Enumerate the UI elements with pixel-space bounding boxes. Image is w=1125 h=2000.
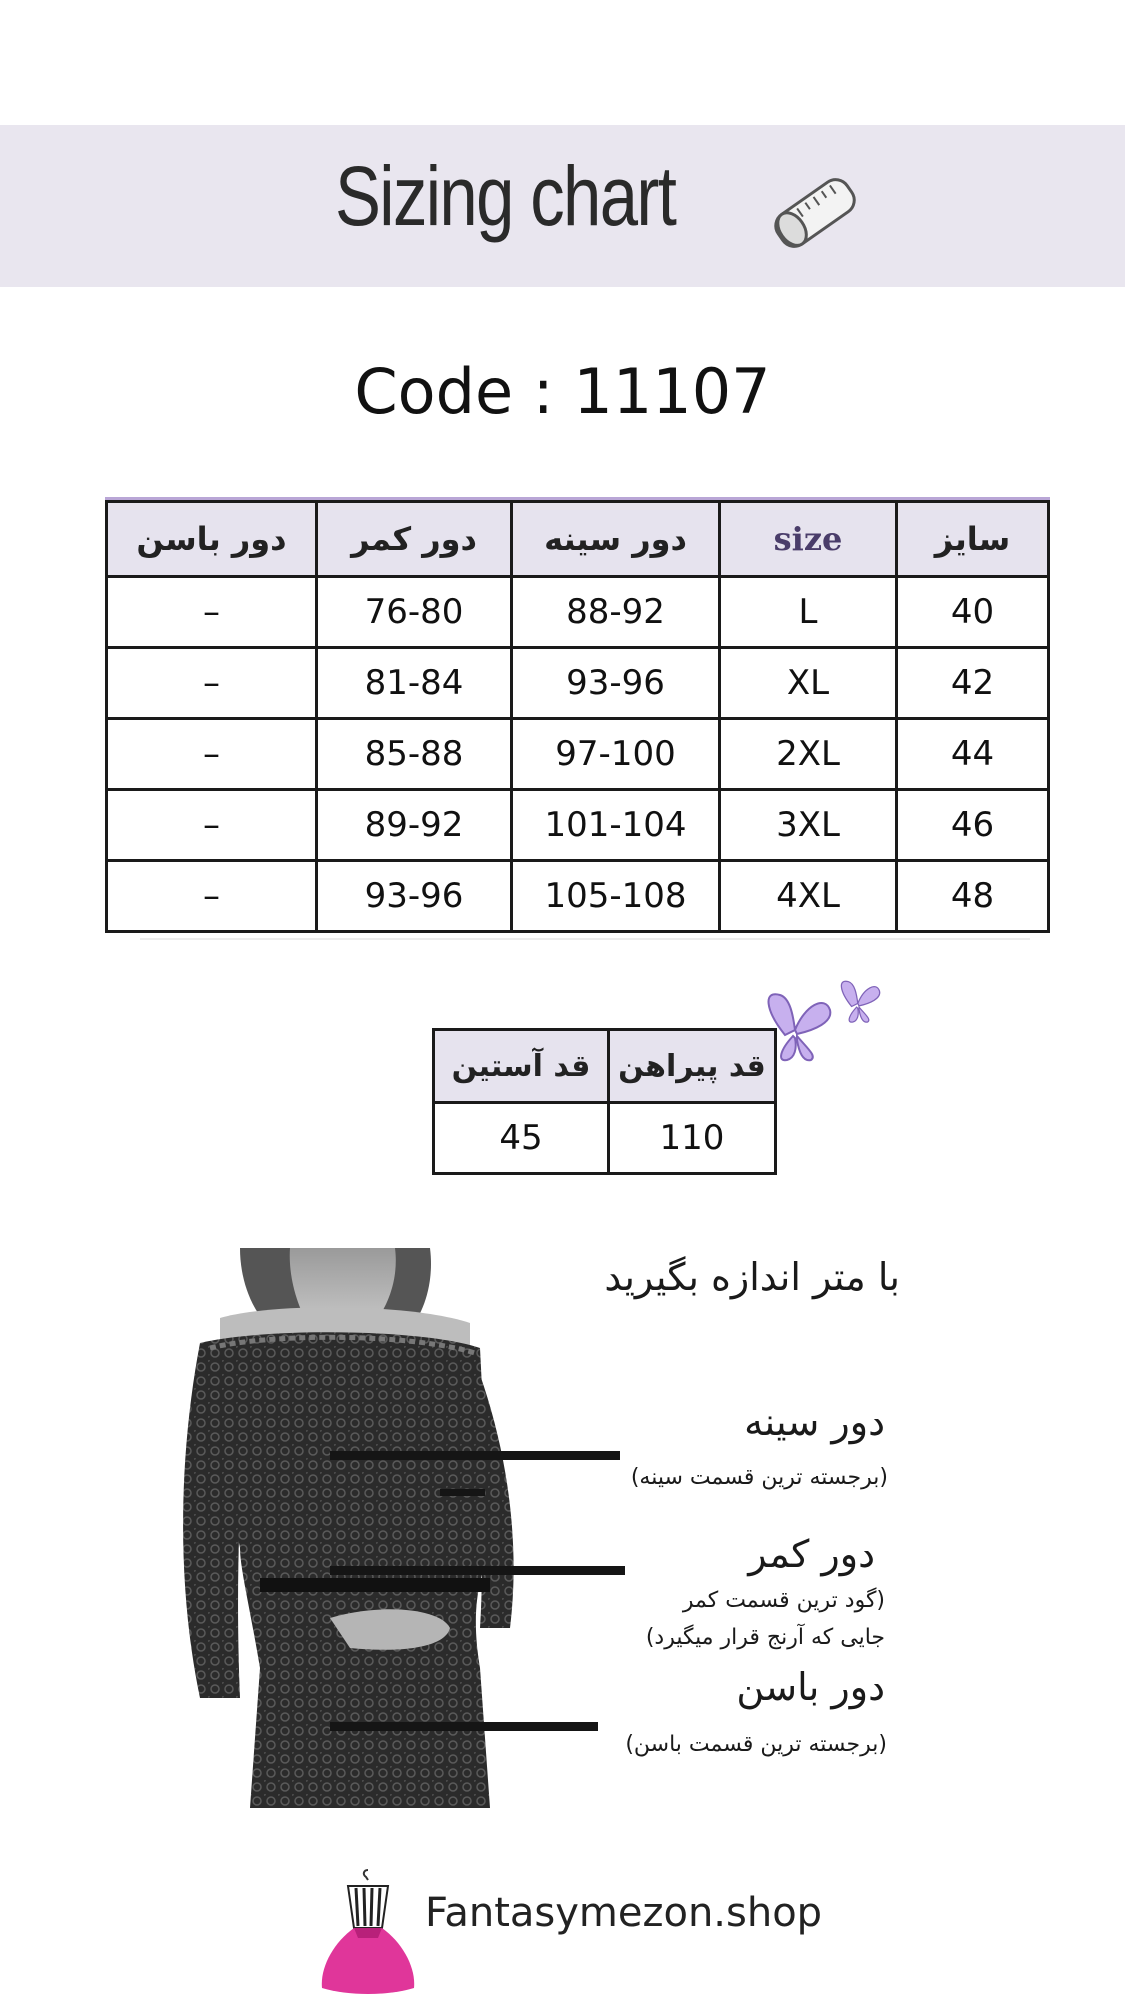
chest-label: دور سینه: [744, 1400, 885, 1444]
divider: [140, 938, 1030, 940]
table-row: [107, 577, 1049, 648]
cell-size-num: 46: [897, 790, 1049, 861]
cell-chest: 97-100: [512, 719, 720, 790]
waist-line: [330, 1566, 625, 1575]
cell-size-en: XL: [720, 648, 897, 719]
chest-line: [330, 1451, 620, 1460]
table-row: [107, 790, 1049, 861]
hip-note: (برجسته ترین قسمت باسن): [625, 1732, 887, 1757]
header-dress-length: قد پیراهن: [609, 1030, 776, 1103]
cell-size-num: 40: [897, 577, 1049, 648]
cell-chest: 101-104: [512, 790, 720, 861]
measure-guide-heading: با متر اندازه بگیرید: [604, 1255, 900, 1299]
hip-line: [330, 1722, 598, 1731]
header-waist: دور کمر: [317, 502, 512, 577]
header-size-fa: سایز: [897, 502, 1049, 577]
header-chest: دور سینه: [512, 502, 720, 577]
table-row: [107, 648, 1049, 719]
cell-size-num: 44: [897, 719, 1049, 790]
cell-dress-length: 110: [609, 1103, 776, 1174]
cell-chest: 88-92: [512, 577, 720, 648]
header-hip: دور باسن: [107, 502, 317, 577]
cell-size-num: 42: [897, 648, 1049, 719]
shop-website: Fantasymezon.shop: [425, 1890, 823, 1936]
cell-size-en: L: [720, 577, 897, 648]
table-row: [434, 1103, 776, 1174]
length-table-header-row: [434, 1030, 776, 1103]
cell-size-en: 2XL: [720, 719, 897, 790]
size-table-header-row: [107, 502, 1049, 577]
table-row: [107, 861, 1049, 932]
page-title: Sizing chart: [335, 149, 676, 243]
cell-size-num: 48: [897, 861, 1049, 932]
waist-label: دور کمر: [748, 1532, 875, 1576]
product-code: Code : 11107: [354, 355, 771, 428]
cell-waist: 81-84: [317, 648, 512, 719]
cell-chest: 93-96: [512, 648, 720, 719]
header-size-en: size: [720, 502, 897, 577]
length-table: [432, 1028, 777, 1175]
cell-sleeve-length: 45: [434, 1103, 609, 1174]
chest-note: (برجسته ترین قسمت سینه): [630, 1465, 888, 1490]
cell-size-en: 4XL: [720, 861, 897, 932]
waist-note-line2: جایی که آرنج قرار میگیرد): [645, 1625, 885, 1650]
cell-waist: 93-96: [317, 861, 512, 932]
measuring-tape-icon: [765, 165, 865, 260]
cell-hip: –: [107, 577, 317, 648]
waist-note-line1: (گود ترین قسمت کمر: [682, 1588, 885, 1613]
cell-size-en: 3XL: [720, 790, 897, 861]
hip-label: دور باسن: [736, 1665, 885, 1709]
cell-waist: 85-88: [317, 719, 512, 790]
table-row: [107, 719, 1049, 790]
cell-hip: –: [107, 719, 317, 790]
size-table: [105, 500, 1050, 933]
dress-logo-icon: [318, 1868, 418, 1998]
cell-hip: –: [107, 648, 317, 719]
cell-chest: 105-108: [512, 861, 720, 932]
cell-hip: –: [107, 790, 317, 861]
header-sleeve-length: قد آستین: [434, 1030, 609, 1103]
chest-line-short: [440, 1489, 485, 1496]
cell-waist: 89-92: [317, 790, 512, 861]
cell-waist: 76-80: [317, 577, 512, 648]
cell-hip: –: [107, 861, 317, 932]
